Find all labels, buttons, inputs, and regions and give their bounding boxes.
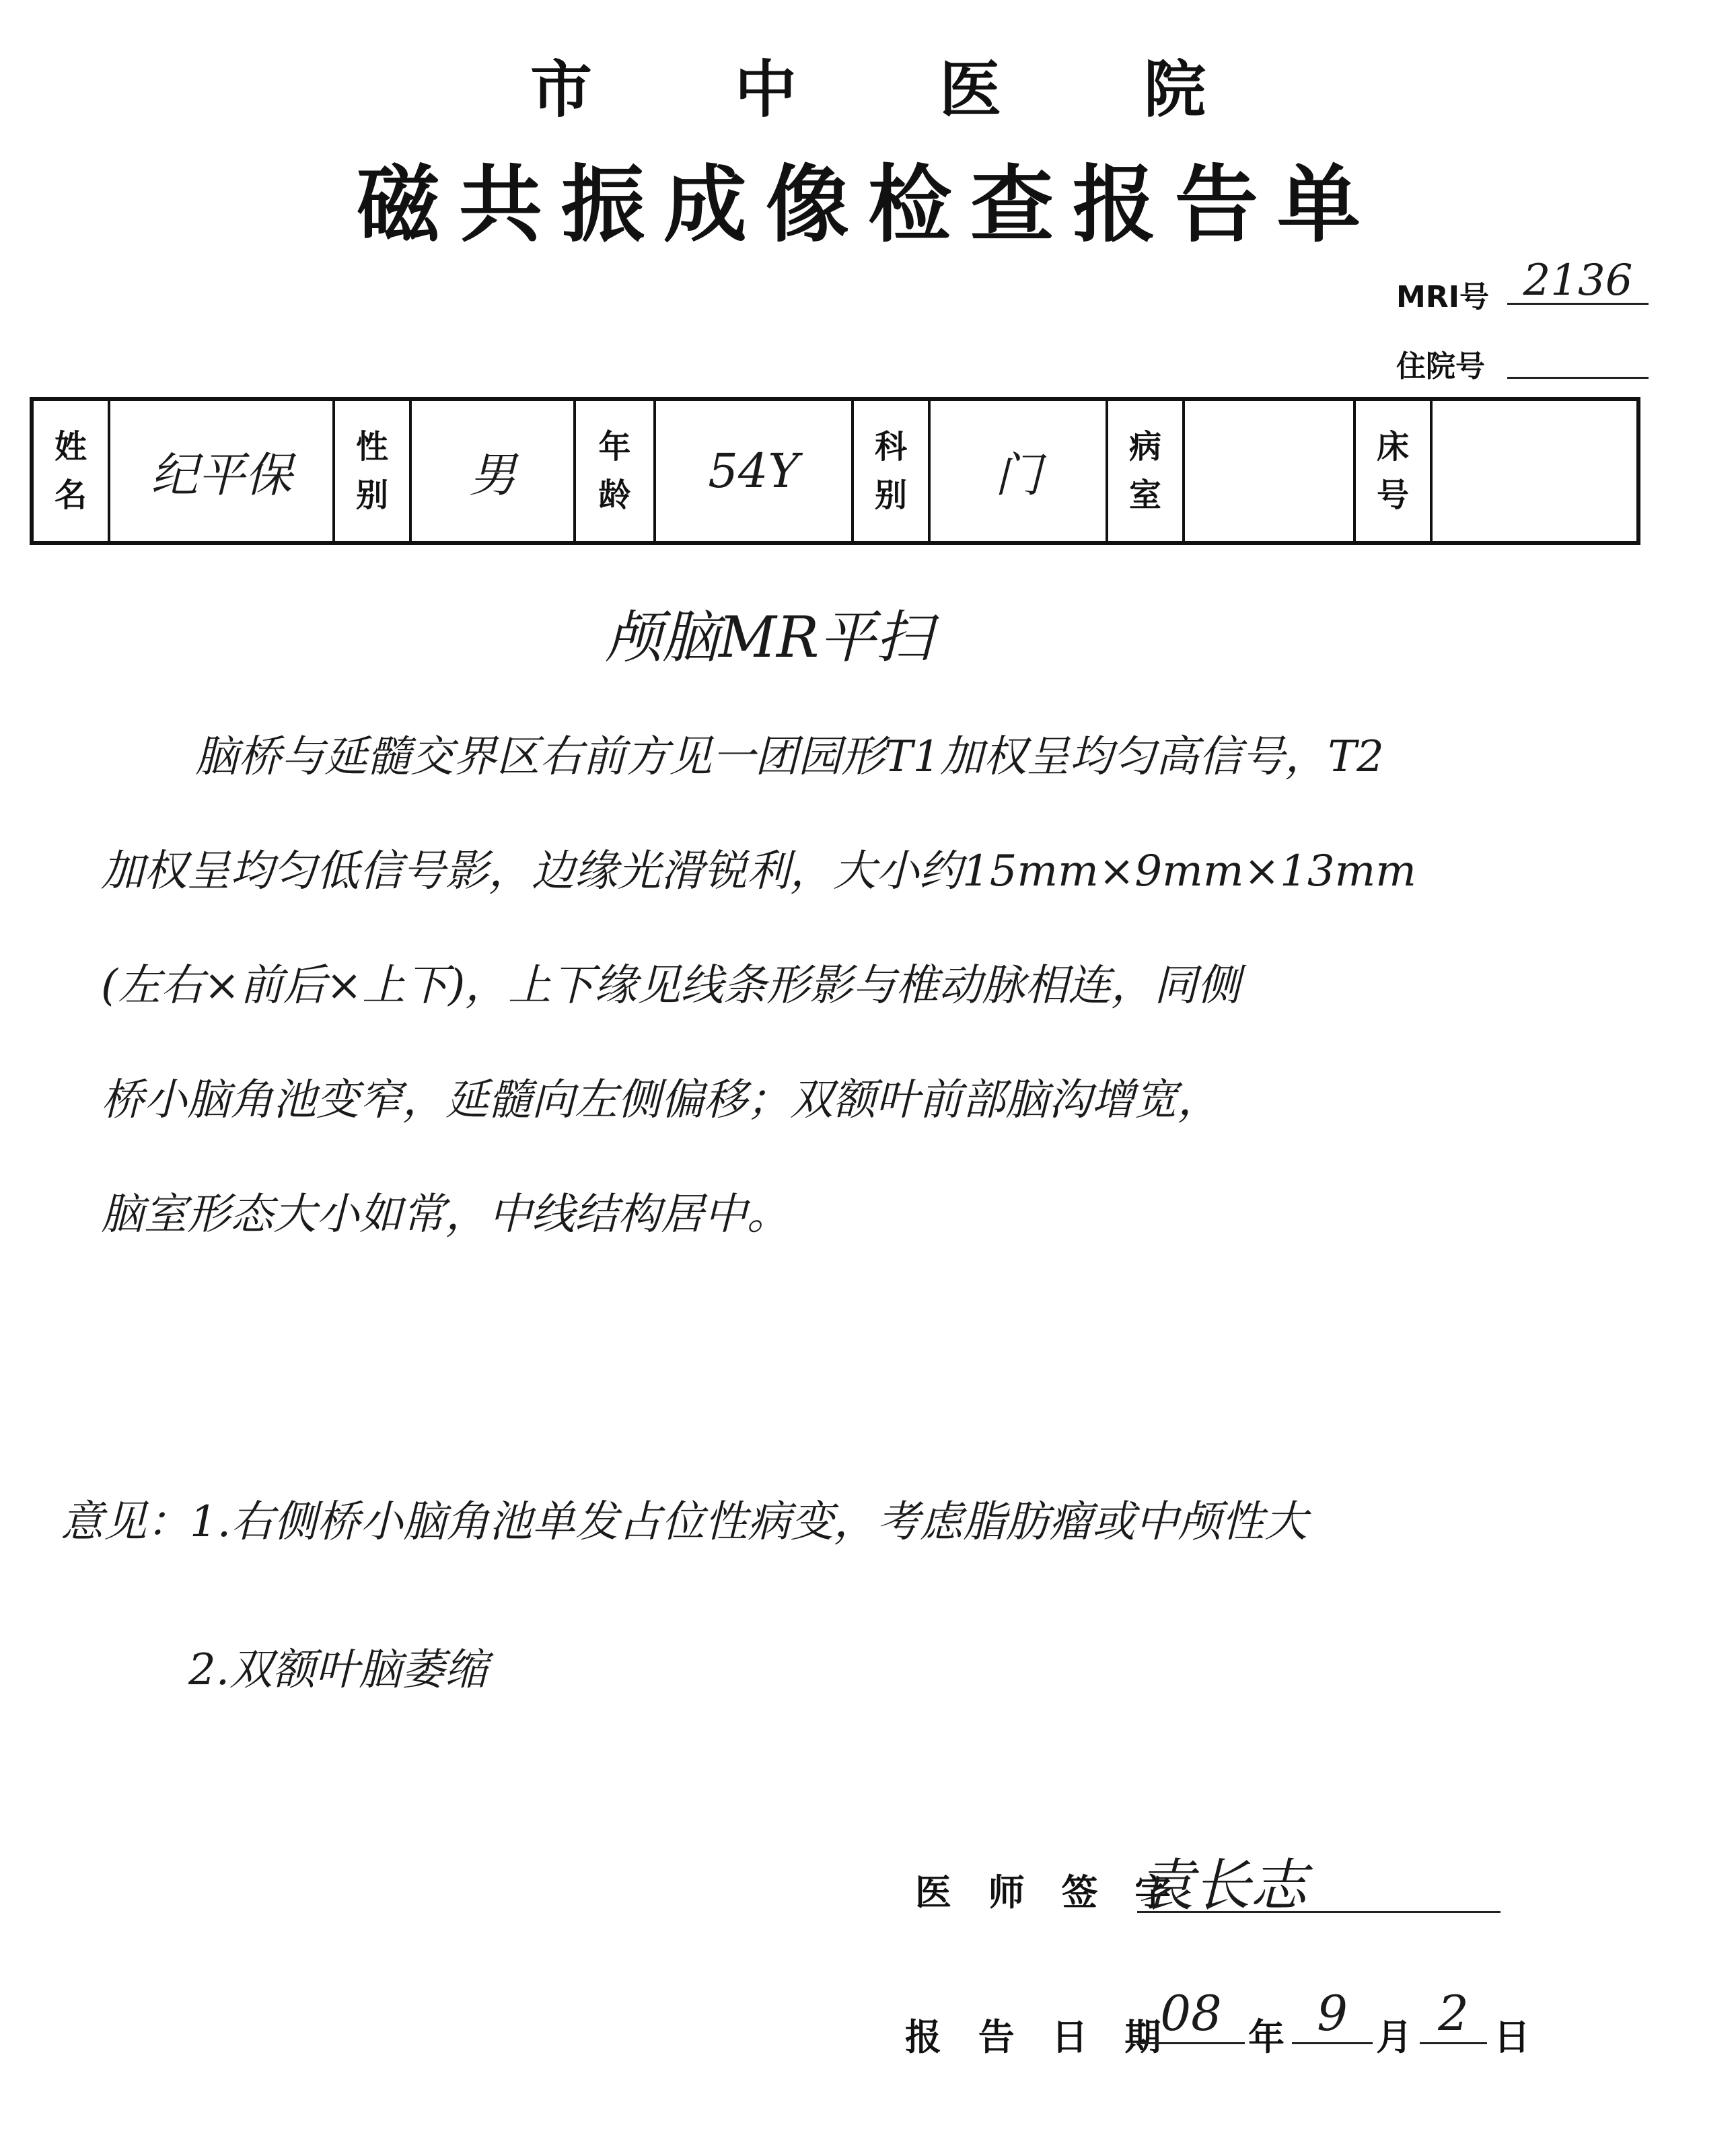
findings-line-1: 脑桥与延髓交界区右前方见一团园形T1加权呈均匀高信号，T2 [195,732,1384,782]
findings-line-4: 桥小脑角池变窄，延髓向左侧偏移；双额叶前部脑沟增宽， [101,1075,1221,1125]
dept-label: 科 别 [853,399,929,543]
age-label: 年 龄 [575,399,655,543]
inpatient-number [1507,336,1649,379]
findings-line-2: 加权呈均匀低信号影，边缘光滑锐利，大小约15mm×9mm×13mm [101,846,1416,896]
bed-label: 床 号 [1354,399,1431,543]
patient-age: 54Y [655,399,853,543]
day-unit: 日 [1494,2016,1530,2058]
patient-bed [1431,399,1638,543]
ward-label: 病 室 [1107,399,1184,543]
report-year: 08 [1137,1985,1245,2044]
findings-text [101,700,1649,1272]
findings-line-5: 脑室形态大小如常，中线结构居中。 [101,1190,790,1239]
year-unit: 年 [1248,2016,1285,2058]
patient-ward [1184,399,1354,543]
doctor-signature: 袁长志 [1137,1840,1500,1913]
name-label: 姓 名 [32,399,109,543]
signature-label: 医 师 签 字 [915,1871,1184,1914]
exam-type: 颅脑MR平扫 [606,604,933,670]
report-title: 磁共振成像检查报告单 [356,156,1379,254]
patient-dept: 门 [929,399,1107,543]
report-day: 2 [1420,1985,1487,2044]
hospital-name: 市 中 医 院 [530,53,1267,126]
report-date-label: 报 告 日 期 [905,2016,1173,2058]
impression-line-1: 意见：1.右侧桥小脑角池单发占位性病变，考虑脂肪瘤或中颅性大 [61,1497,1308,1547]
mri-number: 2136 [1507,256,1649,305]
patient-name: 纪平保 [109,399,334,543]
patient-info-table [30,397,1640,545]
findings-line-3: (左右×前后×上下)，上下缘见线条形影与椎动脉相连，同侧 [101,961,1241,1011]
report-month: 9 [1292,1985,1373,2044]
sex-label: 性 别 [334,399,410,543]
patient-sex: 男 [410,399,575,543]
mri-label: MRI号 [1396,280,1490,314]
impression-line-2: 2.双额叶脑萎缩 [188,1645,489,1695]
month-unit: 月 [1376,2016,1412,2058]
inpatient-label: 住院号 [1396,349,1485,384]
